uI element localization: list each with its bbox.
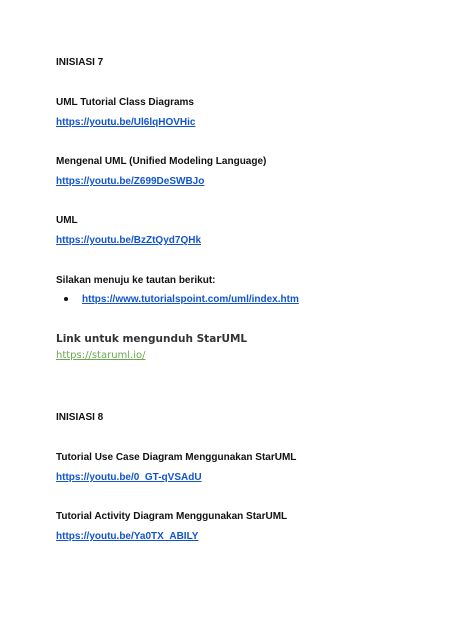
inisiasi-8-heading: INISIASI 8 (56, 412, 104, 423)
staruml-heading: Link untuk mengunduh StarUML (56, 333, 248, 345)
bullet-item (64, 294, 299, 305)
item-title: UML Tutorial Class Diagrams (56, 97, 194, 108)
item-title: Tutorial Activity Diagram Menggunakan StarUML (56, 511, 288, 522)
item-title: Mengenal UML (Unified Modeling Language) (56, 156, 267, 167)
item-link[interactable]: https://youtu.be/Z699DeSWBJo (56, 176, 205, 187)
item-link[interactable]: https://youtu.be/Ul6lqHOVHic (56, 117, 196, 128)
bullet-link[interactable]: https://www.tutorialspoint.com/uml/index.htm (82, 294, 299, 305)
inisiasi-7-heading: INISIASI 7 (56, 57, 104, 68)
item-title: UML (56, 215, 78, 226)
item-link[interactable]: https://youtu.be/Ya0TX_ABILY (56, 531, 199, 542)
item-link[interactable]: https://youtu.be/BzZtQyd7QHk (56, 235, 201, 246)
item-title: Tutorial Use Case Diagram Menggunakan StarUML (56, 452, 297, 463)
item-link[interactable]: https://youtu.be/0_GT-qVSAdU (56, 472, 202, 483)
staruml-link[interactable]: https://staruml.io/ (56, 350, 146, 361)
bullet-dot-icon (64, 297, 68, 301)
bullet-intro: Silakan menuju ke tautan berikut: (56, 275, 216, 286)
